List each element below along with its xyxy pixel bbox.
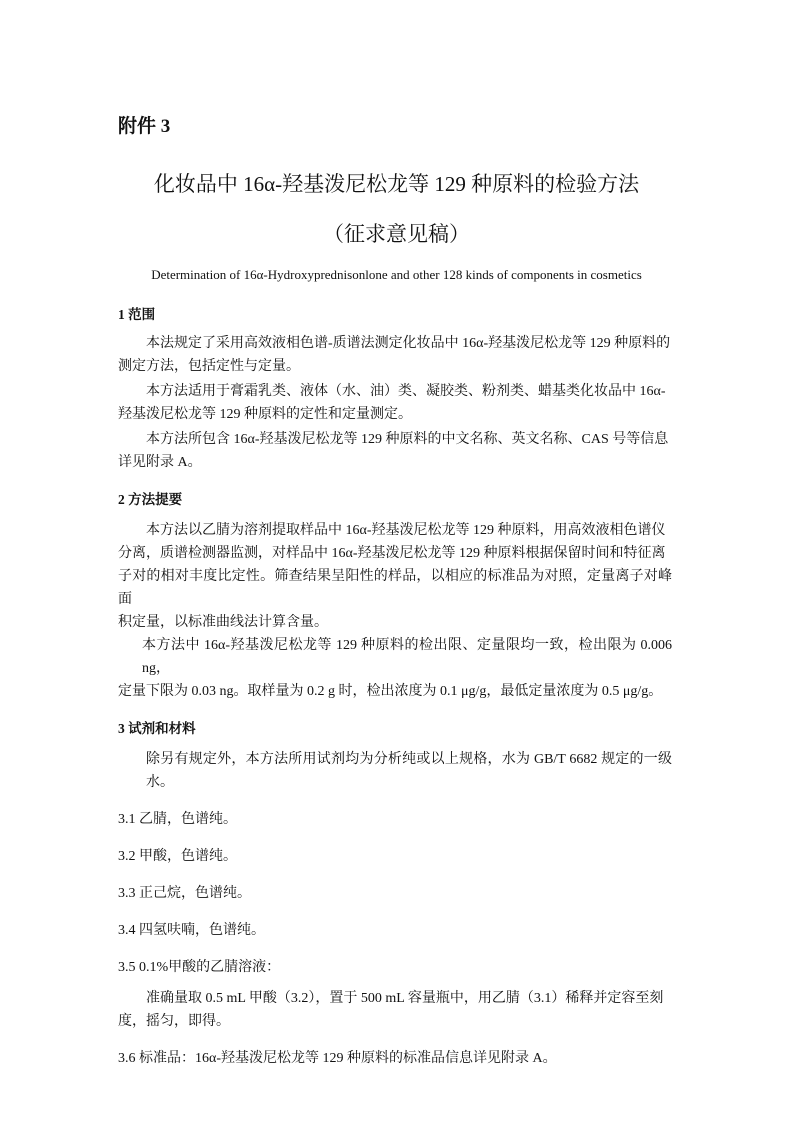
paragraph-line: 测定方法，包括定性与定量。 [118,359,300,374]
paragraph-line: 本法规定了采用高效液相色谱-质谱法测定化妆品中 16α-羟基泼尼松龙等 129 种原料的 [146,336,671,351]
paragraph-line: 积定量，以标准曲线法计算含量。 [118,615,328,630]
item-3-3: 3.3 正己烷，色谱纯。 [118,886,251,901]
section-1-heading: 1 范围 [118,307,156,322]
item-3-1: 3.1 乙腈，色谱纯。 [118,812,237,827]
paragraph-line: 分离，质谱检测器监测，对样品中 16α-羟基泼尼松龙等 129 种原料根据保留时间和特征离 [118,546,666,561]
paragraph-line: 本方法所包含 16α-羟基泼尼松龙等 129 种原料的中文名称、英文名称、CAS 号等信息 [146,432,669,447]
section-3-heading: 3 试剂和材料 [118,721,196,736]
item-3-5: 3.5 0.1%甲酸的乙腈溶液： [118,960,281,975]
paragraph-line: 详见附录 A。 [118,455,202,470]
document-title: 化妆品中 16α-羟基泼尼松龙等 129 种原料的检验方法 [153,172,640,196]
attachment-label: 附件 3 [118,116,171,137]
paragraph-line: 本方法中 16α-羟基泼尼松龙等 129 种原料的检出限、定量限均一致，检出限为 0.006 ng， [142,638,672,676]
paragraph-line: 定量下限为 0.03 ng。取样量为 0.2 g 时，检出浓度为 0.1 μg/g，最低定量浓度为 0.5 μg/g。 [118,684,663,699]
paragraph-line: 除另有规定外，本方法所用试剂均为分析纯或以上规格，水为 GB/T 6682 规定的一级水。 [146,752,672,790]
paragraph-line: 准确量取 0.5 mL 甲酸（3.2），置于 500 mL 容量瓶中，用乙腈（3.1）稀释并定容至刻 [146,991,664,1006]
item-3-4: 3.4 四氢呋喃，色谱纯。 [118,923,265,938]
document-subtitle: （征求意见稿） [323,222,470,246]
item-3-2: 3.2 甲酸，色谱纯。 [118,849,237,864]
paragraph-line: 子对的相对丰度比定性。筛查结果呈阳性的样品，以相应的标准品为对照，定量离子对峰面 [118,569,672,607]
paragraph-line: 本方法适用于膏霜乳类、液体（水、油）类、凝胶类、粉剂类、蜡基类化妆品中 16α- [146,384,666,399]
paragraph-line: 度，摇匀，即得。 [118,1014,230,1029]
item-3-6: 3.6 标准品：16α-羟基泼尼松龙等 129 种原料的标准品信息详见附录 A。 [118,1051,557,1066]
paragraph-line: 本方法以乙腈为溶剂提取样品中 16α-羟基泼尼松龙等 129 种原料，用高效液相色谱仪 [146,523,666,538]
english-title: Determination of 16α-Hydroxyprednisonlone and other 128 kinds of components in cosmetics [151,267,642,282]
section-2-heading: 2 方法提要 [118,492,183,507]
paragraph-line: 羟基泼尼松龙等 129 种原料的定性和定量测定。 [118,407,412,422]
